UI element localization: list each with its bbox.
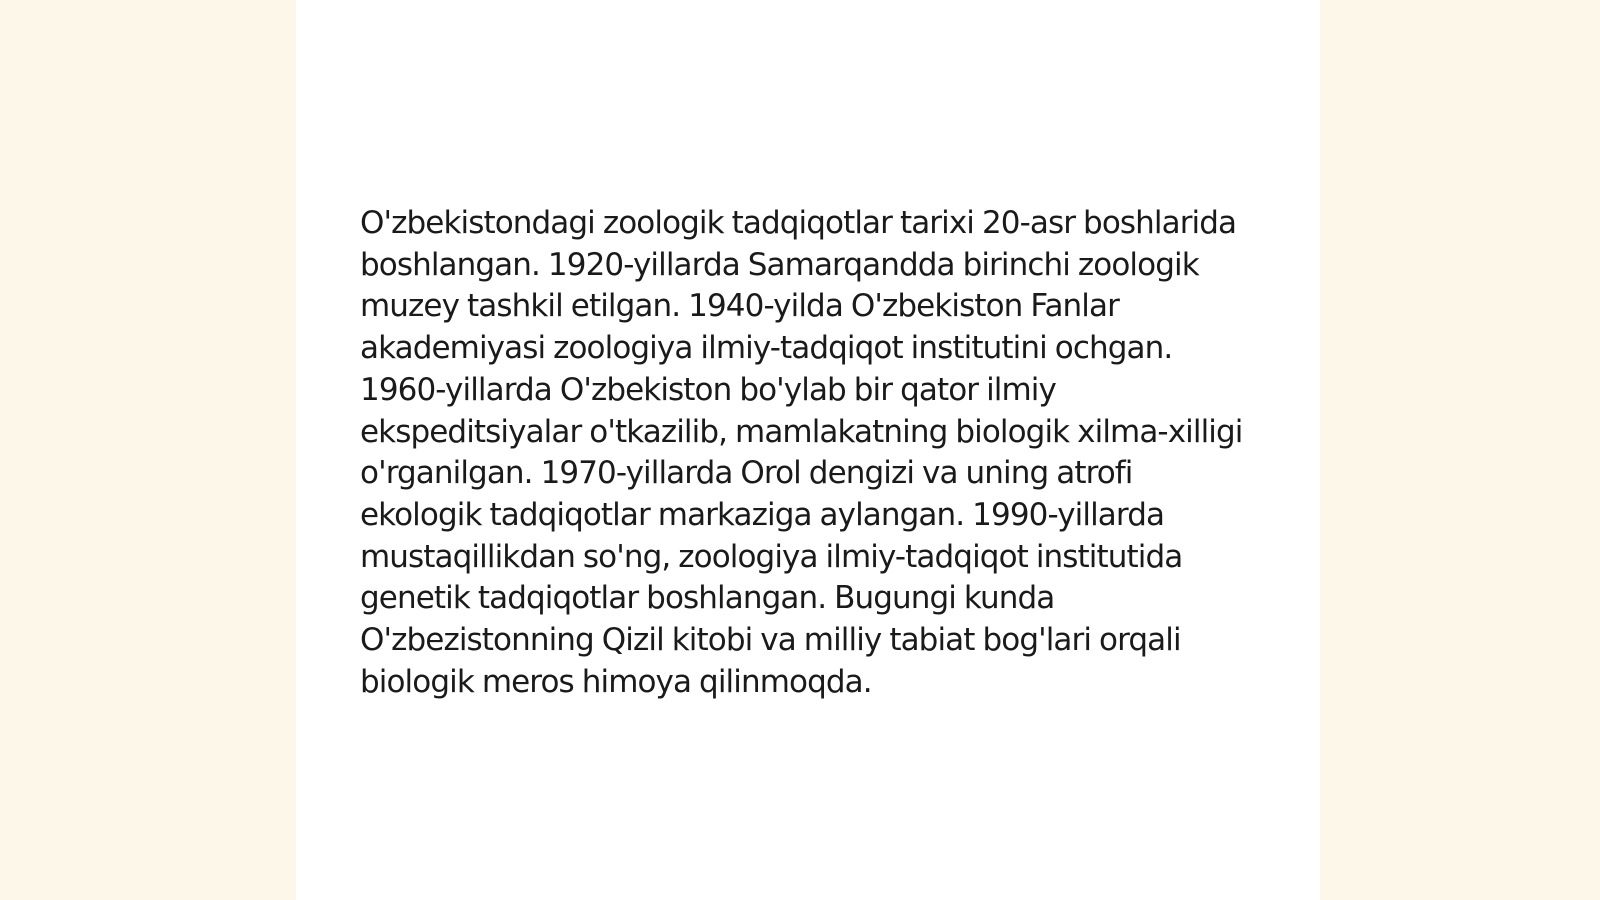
body-paragraph: O'zbekistondagi zoologik tadqiqotlar tarixi 20-asr boshlarida boshlangan. 1920-yillarda Samarqandda birinchi zoologik muzey tashkil etilgan. 1940-yilda O'zbekiston Fanlar akademiyasi zoologiya ilmiy-tadqiqot institutini ochgan. 1960-yillarda O'zbekiston bo'ylab bir qator ilmiy ekspeditsiyalar o'tkazilib, mamlakatning biologik xilma-xilligi o'rganilgan. 1970-yillarda Orol dengizi va uning atrofi ekologik tadqiqotlar markaziga aylangan. 1990-yillarda mustaqillikdan so'ng, zoologiya ilmiy-tadqiqot institutida genetik tadqiqotlar boshlangan. Bugungi kunda O'zbezistonning Qizil kitobi va milliy tabiat bog'lari orqali biologik meros himoya qilinmoqda. (360, 205, 1243, 700)
document-page (296, 0, 1320, 900)
